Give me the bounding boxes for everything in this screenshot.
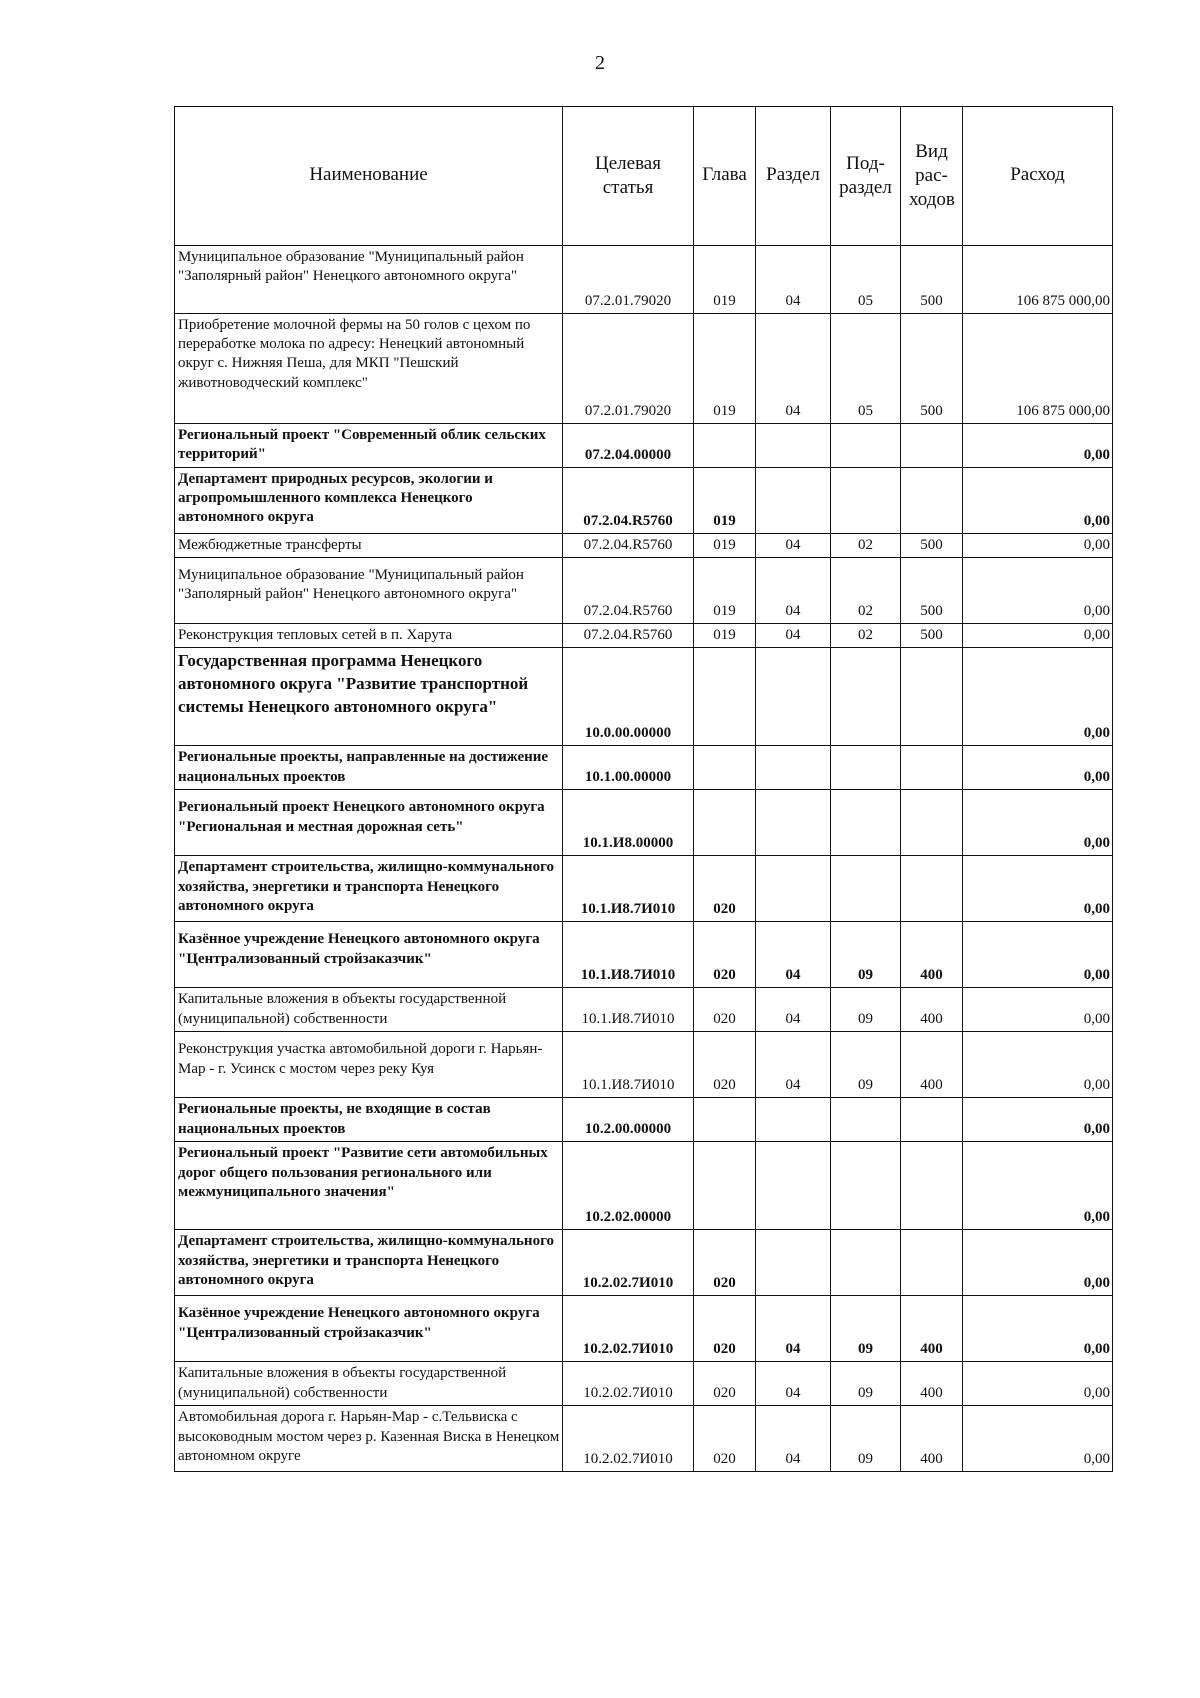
row-expense: 0,00 <box>963 624 1113 648</box>
row-target-article: 10.2.00.00000 <box>563 1098 694 1142</box>
table-row <box>175 1230 1113 1296</box>
row-section <box>756 790 831 856</box>
row-subsection <box>831 424 901 468</box>
row-target-article: 07.2.04.00000 <box>563 424 694 468</box>
row-subsection <box>831 790 901 856</box>
header-name: Наименование <box>175 107 563 246</box>
row-subsection: 09 <box>831 922 901 988</box>
row-name: Региональный проект "Современный облик сельских территорий" <box>175 424 563 468</box>
table-row <box>175 558 1113 624</box>
row-section: 04 <box>756 922 831 988</box>
row-subsection: 05 <box>831 246 901 314</box>
row-expense: 0,00 <box>963 534 1113 558</box>
row-section <box>756 468 831 534</box>
row-chapter <box>694 1142 756 1230</box>
page-number: 2 <box>595 52 605 74</box>
row-chapter: 020 <box>694 922 756 988</box>
row-subsection: 09 <box>831 1406 901 1472</box>
row-expense: 0,00 <box>963 922 1113 988</box>
table-row <box>175 314 1113 424</box>
table-row <box>175 1032 1113 1098</box>
row-chapter: 020 <box>694 988 756 1032</box>
row-chapter: 019 <box>694 624 756 648</box>
row-chapter: 020 <box>694 1032 756 1098</box>
row-section: 04 <box>756 1362 831 1406</box>
row-chapter <box>694 746 756 790</box>
row-name: Приобретение молочной фермы на 50 голов с цехом по переработке молока по адресу: Ненецкий автономный округ с. Нижняя Пеша, для МКП "Пешский животноводческий комплекс" <box>175 314 563 424</box>
row-expense-type: 400 <box>901 988 963 1032</box>
row-chapter: 020 <box>694 1406 756 1472</box>
row-expense-type <box>901 856 963 922</box>
row-expense-type: 500 <box>901 246 963 314</box>
row-chapter: 019 <box>694 468 756 534</box>
row-section <box>756 1098 831 1142</box>
row-subsection: 05 <box>831 314 901 424</box>
row-section: 04 <box>756 1406 831 1472</box>
row-chapter <box>694 648 756 746</box>
row-name: Департамент природных ресурсов, экологии и агропромышленного комплекса Ненецкого автономного округа <box>175 468 563 534</box>
row-target-article: 10.0.00.00000 <box>563 648 694 746</box>
row-name: Капитальные вложения в объекты государственной (муниципальной) собственности <box>175 1362 563 1406</box>
row-chapter <box>694 1098 756 1142</box>
header-target-article: Целевая статья <box>563 107 694 246</box>
row-name: Межбюджетные трансферты <box>175 534 563 558</box>
row-name: Региональные проекты, не входящие в состав национальных проектов <box>175 1098 563 1142</box>
row-target-article: 07.2.01.79020 <box>563 314 694 424</box>
row-subsection: 09 <box>831 988 901 1032</box>
row-section: 04 <box>756 558 831 624</box>
table-row <box>175 856 1113 922</box>
row-name: Департамент строительства, жилищно-коммунального хозяйства, энергетики и транспорта Ненецкого автономного округа <box>175 856 563 922</box>
table-row <box>175 424 1113 468</box>
row-target-article: 10.1.И8.7И010 <box>563 1032 694 1098</box>
row-chapter: 019 <box>694 558 756 624</box>
row-expense: 0,00 <box>963 424 1113 468</box>
row-expense-type: 400 <box>901 1362 963 1406</box>
table-row <box>175 648 1113 746</box>
row-section: 04 <box>756 246 831 314</box>
row-target-article: 10.2.02.00000 <box>563 1142 694 1230</box>
table-row <box>175 1296 1113 1362</box>
row-section: 04 <box>756 988 831 1032</box>
header-expense-type: Вид рас-ходов <box>901 107 963 246</box>
row-chapter <box>694 790 756 856</box>
row-target-article: 07.2.04.R5760 <box>563 558 694 624</box>
table-row <box>175 246 1113 314</box>
row-subsection: 02 <box>831 558 901 624</box>
row-expense-type: 500 <box>901 314 963 424</box>
row-name: Региональный проект Ненецкого автономного округа "Региональная и местная дорожная сеть" <box>175 790 563 856</box>
row-expense-type: 400 <box>901 922 963 988</box>
header-row <box>175 107 1113 246</box>
row-name: Автомобильная дорога г. Нарьян-Мар - с.Тельвиска с высоководным мостом через р. Казенная Виска в Ненецком автономном округе <box>175 1406 563 1472</box>
row-name: Департамент строительства, жилищно-коммунального хозяйства, энергетики и транспорта Ненецкого автономного округа <box>175 1230 563 1296</box>
row-target-article: 07.2.01.79020 <box>563 246 694 314</box>
row-name: Казённое учреждение Ненецкого автономного округа "Централизованный стройзаказчик" <box>175 922 563 988</box>
row-expense: 0,00 <box>963 468 1113 534</box>
table-row <box>175 988 1113 1032</box>
row-expense: 0,00 <box>963 1032 1113 1098</box>
row-subsection: 09 <box>831 1032 901 1098</box>
row-target-article: 07.2.04.R5760 <box>563 624 694 648</box>
table-row <box>175 746 1113 790</box>
row-expense-type <box>901 790 963 856</box>
row-name: Казённое учреждение Ненецкого автономного округа "Централизованный стройзаказчик" <box>175 1296 563 1362</box>
row-subsection <box>831 468 901 534</box>
row-section <box>756 1142 831 1230</box>
row-expense-type: 400 <box>901 1032 963 1098</box>
row-expense-type: 500 <box>901 558 963 624</box>
row-chapter: 019 <box>694 246 756 314</box>
row-subsection <box>831 1142 901 1230</box>
table-row <box>175 1142 1113 1230</box>
row-expense: 0,00 <box>963 988 1113 1032</box>
row-expense: 0,00 <box>963 648 1113 746</box>
row-target-article: 07.2.04.R5760 <box>563 534 694 558</box>
row-section: 04 <box>756 624 831 648</box>
row-chapter: 020 <box>694 1362 756 1406</box>
row-target-article: 10.2.02.7И010 <box>563 1230 694 1296</box>
row-expense-type <box>901 648 963 746</box>
row-expense: 0,00 <box>963 746 1113 790</box>
row-section <box>756 856 831 922</box>
row-subsection <box>831 746 901 790</box>
row-subsection <box>831 856 901 922</box>
row-target-article: 10.2.02.7И010 <box>563 1296 694 1362</box>
row-subsection: 02 <box>831 624 901 648</box>
table-row <box>175 1406 1113 1472</box>
row-target-article: 10.1.И8.7И010 <box>563 988 694 1032</box>
row-name: Региональные проекты, направленные на достижение национальных проектов <box>175 746 563 790</box>
row-name: Государственная программа Ненецкого автономного округа "Развитие транспортной системы Ненецкого автономного округа" <box>175 648 563 746</box>
header-section: Раздел <box>756 107 831 246</box>
budget-table <box>174 106 1113 1472</box>
row-target-article: 10.1.00.00000 <box>563 746 694 790</box>
row-chapter <box>694 424 756 468</box>
row-name: Региональный проект "Развитие сети автомобильных дорог общего пользования регионального или межмуниципального значения" <box>175 1142 563 1230</box>
row-target-article: 10.1.И8.00000 <box>563 790 694 856</box>
row-section <box>756 648 831 746</box>
table-row <box>175 1362 1113 1406</box>
row-section: 04 <box>756 534 831 558</box>
row-expense: 0,00 <box>963 1230 1113 1296</box>
row-chapter: 020 <box>694 1296 756 1362</box>
row-section: 04 <box>756 1296 831 1362</box>
row-target-article: 10.1.И8.7И010 <box>563 922 694 988</box>
header-expense: Расход <box>963 107 1113 246</box>
row-expense: 0,00 <box>963 1142 1113 1230</box>
row-target-article: 10.2.02.7И010 <box>563 1406 694 1472</box>
row-expense: 0,00 <box>963 790 1113 856</box>
row-expense-type: 500 <box>901 534 963 558</box>
row-expense: 0,00 <box>963 1098 1113 1142</box>
row-subsection: 09 <box>831 1296 901 1362</box>
header-subsection: Под-раздел <box>831 107 901 246</box>
row-expense-type: 400 <box>901 1406 963 1472</box>
row-expense: 106 875 000,00 <box>963 314 1113 424</box>
row-chapter: 020 <box>694 856 756 922</box>
row-expense-type <box>901 424 963 468</box>
table-row <box>175 468 1113 534</box>
row-expense-type <box>901 746 963 790</box>
table-row <box>175 922 1113 988</box>
row-subsection <box>831 1230 901 1296</box>
row-name: Муниципальное образование "Муниципальный район "Заполярный район" Ненецкого автономного округа" <box>175 558 563 624</box>
table-row <box>175 624 1113 648</box>
row-expense-type: 500 <box>901 624 963 648</box>
row-expense-type: 400 <box>901 1296 963 1362</box>
row-expense: 0,00 <box>963 558 1113 624</box>
row-name: Реконструкция участка автомобильной дороги г. Нарьян-Мар - г. Усинск с мостом через реку Куя <box>175 1032 563 1098</box>
row-expense: 106 875 000,00 <box>963 246 1113 314</box>
row-section <box>756 1230 831 1296</box>
row-expense: 0,00 <box>963 1362 1113 1406</box>
row-expense-type <box>901 1230 963 1296</box>
row-chapter: 020 <box>694 1230 756 1296</box>
table-row <box>175 790 1113 856</box>
row-expense-type <box>901 468 963 534</box>
row-expense-type <box>901 1098 963 1142</box>
row-name: Капитальные вложения в объекты государственной (муниципальной) собственности <box>175 988 563 1032</box>
row-subsection: 02 <box>831 534 901 558</box>
row-expense: 0,00 <box>963 1406 1113 1472</box>
row-section <box>756 424 831 468</box>
row-section <box>756 746 831 790</box>
row-chapter: 019 <box>694 534 756 558</box>
table-row <box>175 1098 1113 1142</box>
row-subsection <box>831 648 901 746</box>
row-subsection <box>831 1098 901 1142</box>
row-subsection: 09 <box>831 1362 901 1406</box>
row-target-article: 10.1.И8.7И010 <box>563 856 694 922</box>
row-section: 04 <box>756 314 831 424</box>
row-expense-type <box>901 1142 963 1230</box>
row-name: Реконструкция тепловых сетей в п. Харута <box>175 624 563 648</box>
row-expense: 0,00 <box>963 856 1113 922</box>
row-section: 04 <box>756 1032 831 1098</box>
row-chapter: 019 <box>694 314 756 424</box>
row-target-article: 10.2.02.7И010 <box>563 1362 694 1406</box>
row-name: Муниципальное образование "Муниципальный район "Заполярный район" Ненецкого автономного округа" <box>175 246 563 314</box>
header-chapter: Глава <box>694 107 756 246</box>
row-target-article: 07.2.04.R5760 <box>563 468 694 534</box>
table-row <box>175 534 1113 558</box>
row-expense: 0,00 <box>963 1296 1113 1362</box>
